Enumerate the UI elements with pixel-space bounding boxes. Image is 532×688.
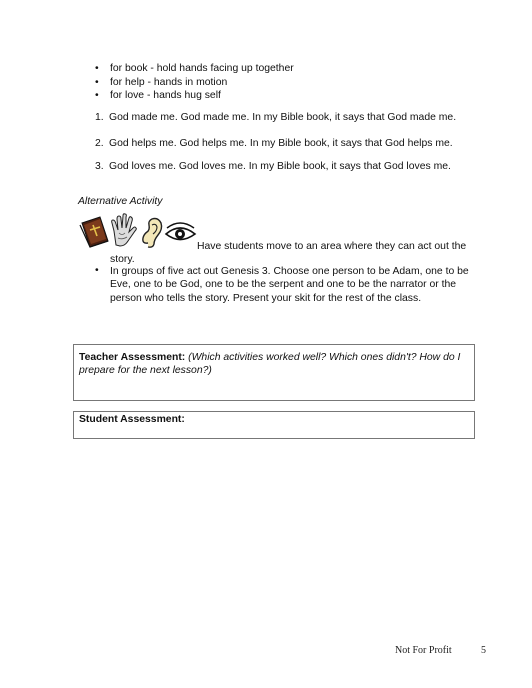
activity-1-text-cont: story. (110, 254, 135, 265)
bullet: • (95, 265, 99, 276)
ear-icon (143, 219, 162, 248)
numbered-item-3 (95, 160, 451, 173)
item-number: 1. (95, 112, 104, 123)
student-assessment-label: Student Assessment: (79, 414, 185, 425)
activity-2 (95, 265, 480, 305)
item-number: 2. (95, 138, 104, 149)
teacher-assessment-prompt: (Which activities worked well? Which ones didn't? How do I prepare for the next lesson?) (79, 352, 461, 376)
book-icon (80, 217, 108, 247)
teacher-assessment-box (73, 344, 475, 401)
item-text: God helps me. God helps me. In my Bible book, it says that God helps me. (109, 138, 453, 149)
numbered-item-1 (95, 111, 456, 124)
item-text: God loves me. God loves me. In my Bible book, it says that God loves me. (109, 161, 451, 172)
page-number: 5 (481, 645, 486, 656)
eye-icon (166, 223, 195, 240)
list-item: • for help - hands in motion (95, 76, 294, 90)
numbered-item-2 (95, 137, 453, 150)
activity-2-text: In groups of five act out Genesis 3. Choose one person to be Adam, one to be Eve, one to be God, one to be the serpent and one to be the narrator or the person who tells the story. Present your skit for the rest of the class. (110, 266, 469, 304)
teacher-assessment-label: Teacher Assessment: (79, 352, 186, 363)
gesture-list (95, 62, 294, 103)
alternative-activity-heading: Alternative Activity (78, 196, 163, 207)
hand-icon (112, 214, 137, 246)
list-item: • for love - hands hug self (95, 89, 294, 103)
list-item: • for book - hold hands facing up together (95, 62, 294, 76)
footer-text: Not For Profit (395, 645, 452, 656)
item-number: 3. (95, 161, 104, 172)
activity-1-text: Have students move to an area where they can act out the (197, 241, 467, 252)
activity-icons (78, 213, 198, 249)
student-assessment-box (73, 411, 475, 439)
item-text: God made me. God made me. In my Bible book, it says that God made me. (109, 112, 457, 123)
